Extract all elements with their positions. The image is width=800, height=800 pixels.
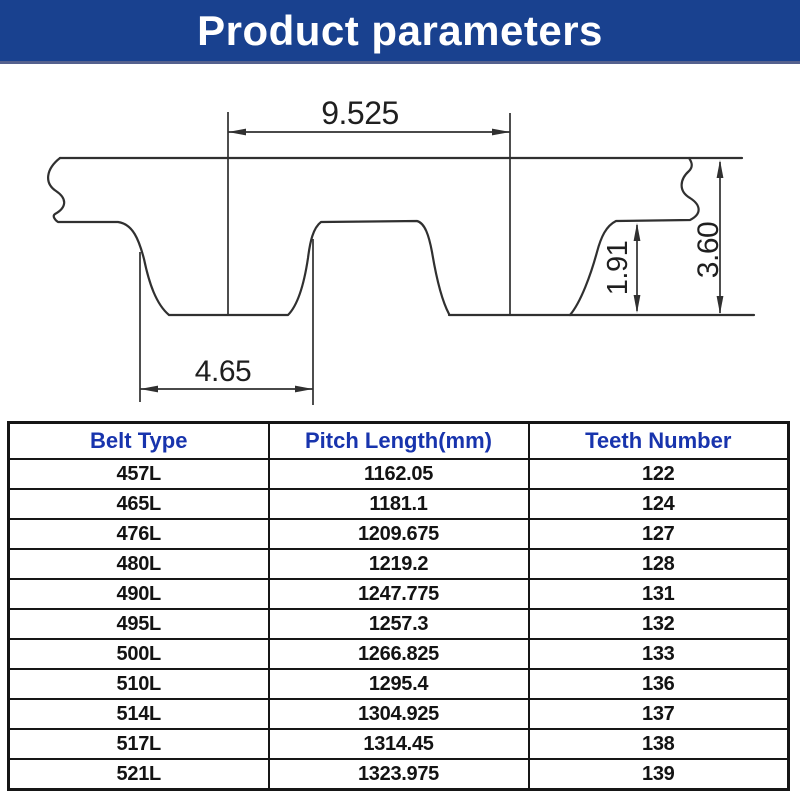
belt-type-cell: 517L [9,729,269,759]
pitch-length-cell: 1266.825 [269,639,529,669]
teeth-number-cell: 138 [529,729,789,759]
table-row [9,489,789,519]
arrow-right-icon [295,386,313,393]
belt-type-cell: 500L [9,639,269,669]
belt-type-cell: 480L [9,549,269,579]
belt-type-cell: 514L [9,699,269,729]
arrow-down-icon [634,295,641,313]
header-teeth-number: Teeth Number [529,423,789,460]
teeth-number-cell: 137 [529,699,789,729]
pitch-length-cell: 1314.45 [269,729,529,759]
belt-type-cell: 476L [9,519,269,549]
teeth-number-cell: 128 [529,549,789,579]
arrow-left-icon [228,129,246,136]
teeth-number-cell: 133 [529,639,789,669]
teeth-number-cell: 124 [529,489,789,519]
arrow-right-icon [492,129,510,136]
table-row [9,519,789,549]
teeth-number-cell: 136 [529,669,789,699]
teeth-number-cell: 139 [529,759,789,790]
dim-pitch-label: 9.525 [321,95,399,131]
pitch-length-cell: 1181.1 [269,489,529,519]
belt-type-cell: 490L [9,579,269,609]
pitch-length-cell: 1257.3 [269,609,529,639]
pitch-length-cell: 1323.975 [269,759,529,790]
table-row [9,699,789,729]
dim-tooth-height-label: 1.91 [602,240,634,296]
table-row [9,549,789,579]
header-pitch-length: Pitch Length(mm) [269,423,529,460]
pitch-length-cell: 1304.925 [269,699,529,729]
table-row [9,579,789,609]
arrow-left-icon [140,386,158,393]
table-row [9,759,789,790]
table-row [9,669,789,699]
pitch-length-cell: 1219.2 [269,549,529,579]
belt-type-cell: 457L [9,459,269,489]
dim-tooth-width-label: 4.65 [194,355,252,388]
table-row [9,609,789,639]
pitch-extension-lines [228,112,510,316]
pitch-length-cell: 1295.4 [269,669,529,699]
arrow-up-icon [634,223,641,241]
table-header-row [9,423,789,460]
belt-type-cell: 465L [9,489,269,519]
arrow-down-icon [717,296,724,314]
teeth-number-cell: 127 [529,519,789,549]
belt-type-cell: 521L [9,759,269,790]
table-row [9,639,789,669]
arrow-up-icon [717,160,724,178]
table-row [9,459,789,489]
pitch-length-cell: 1209.675 [269,519,529,549]
teeth-number-cell: 132 [529,609,789,639]
belt-type-cell: 495L [9,609,269,639]
page-title: Product parameters [197,6,603,54]
dim-thickness-label: 3.60 [692,221,725,279]
teeth-number-cell: 131 [529,579,789,609]
pitch-length-cell: 1247.775 [269,579,529,609]
pitch-length-cell: 1162.05 [269,459,529,489]
header-belt-type: Belt Type [9,423,269,460]
table-row [9,729,789,759]
teeth-number-cell: 122 [529,459,789,489]
spec-table [7,421,790,791]
belt-type-cell: 510L [9,669,269,699]
